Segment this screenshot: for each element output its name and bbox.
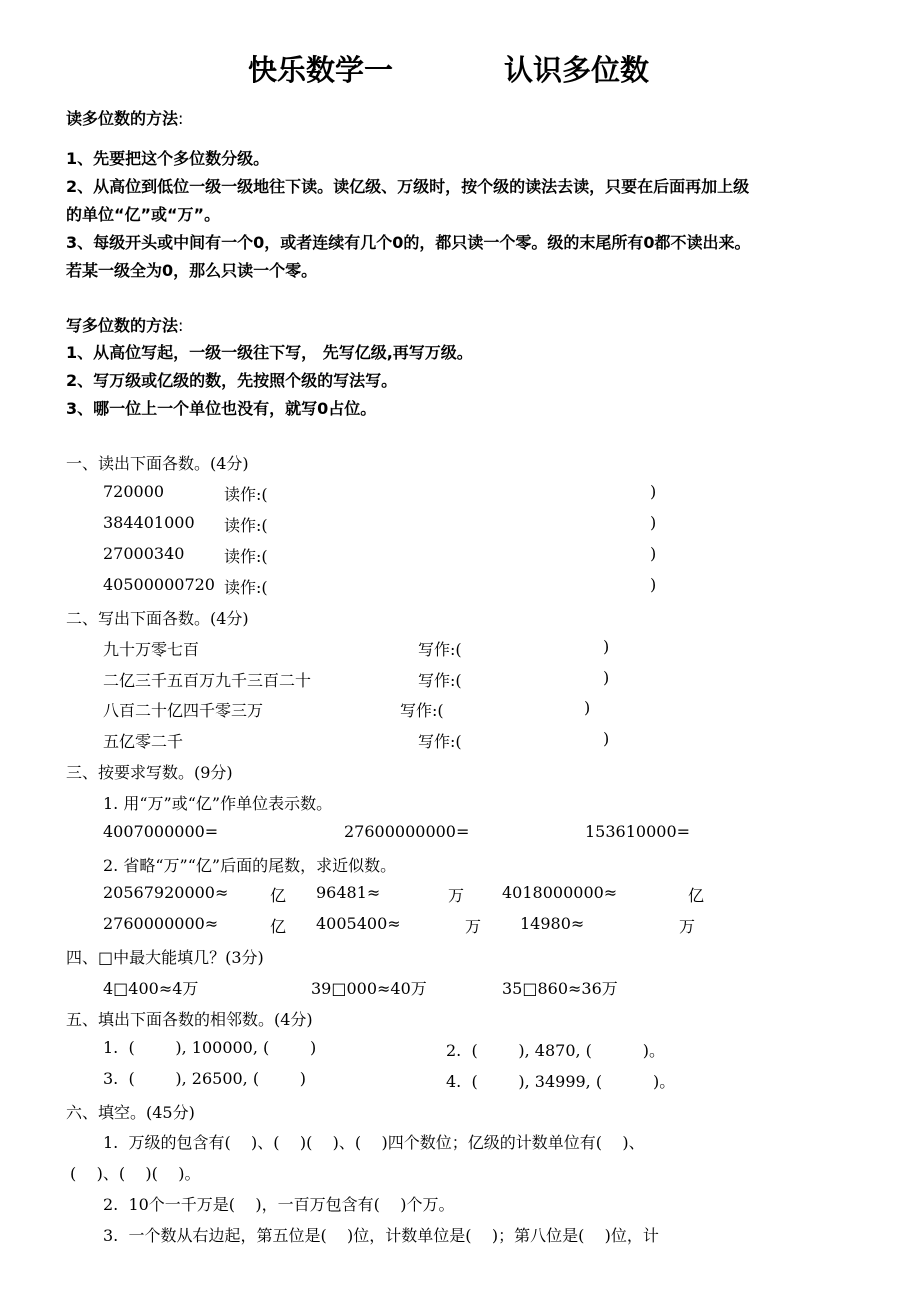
write-label: 写作:( [418,732,462,751]
fill-box-item: 4□400≈4万 [103,979,199,998]
title-part1: 快乐数学一 [248,53,394,87]
approx-unit: 亿 [688,886,705,905]
approx-unit: 亿 [270,886,287,905]
words-item: 八百二十亿四千零三万 [103,701,264,720]
reading-rule: 若某一级全为0，那么只读一个零。 [66,261,318,280]
page-subtitle [504,48,649,89]
approx-item: 2760000000≈ [103,914,219,933]
fill-blank-line: ( )、( )( )。 [70,1164,201,1183]
words-item: 九十万零七百 [103,640,200,659]
neighbor-item: 3. ( ), 26500, ( ) [103,1069,307,1088]
read-label: 读作:( [224,516,268,535]
title-part2: 认识多位数 [504,53,650,87]
neighbor-item: 4. ( ), 34999, ( )。 [446,1072,676,1091]
read-label: 读作:( [224,485,268,504]
section1-heading: 一、读出下面各数。(4分) [66,454,249,473]
writing-heading-text: 写多位数的方法 [66,316,179,335]
writing-heading-colon: : [178,316,184,335]
approx-item: 14980≈ [520,914,585,933]
unit-item: 27600000000= [344,822,470,841]
reading-rule: 3、每级开头或中间有一个0，或者连续有几个0的，都只读一个零。级的末尾所有0都不读出来。 [66,233,751,252]
fill-box-item: 35□860≈36万 [502,979,618,998]
answer-close-paren: ) [603,729,610,748]
neighbor-item: 1. ( ), 100000, ( ) [103,1038,317,1057]
section4-heading: 四、□中最大能填几？(3分) [66,948,264,967]
section3-sub1: 1. 用“万”或“亿”作单位表示数。 [103,794,333,813]
answer-close-paren: ) [650,482,657,501]
approx-item: 96481≈ [316,883,381,902]
answer-close-paren: ) [650,544,657,563]
writing-rule: 2、写万级或亿级的数，先按照个级的写法写。 [66,371,398,390]
section6-heading: 六、填空。(45分) [66,1103,195,1122]
write-label: 写作:( [400,701,444,720]
answer-close-paren: ) [650,575,657,594]
answer-close-paren: ) [603,668,610,687]
writing-rule: 1、从高位写起，一级一级往下写， 先写亿级,再写万级。 [66,343,473,362]
write-label: 写作:( [418,640,462,659]
writing-rule: 3、哪一位上一个单位也没有，就写0占位。 [66,399,377,418]
approx-unit: 万 [448,886,465,905]
fill-blank-line: 3. 一个数从右边起，第五位是( )位，计数单位是( )；第八位是( )位，计 [103,1226,659,1245]
answer-close-paren: ) [650,513,657,532]
section5-heading: 五、填出下面各数的相邻数。(4分) [66,1010,313,1029]
write-label: 写作:( [418,671,462,690]
read-label: 读作:( [224,547,268,566]
unit-item: 153610000= [585,822,691,841]
fill-blank-line: 2. 10个一千万是( )，一百万包含有( )个万。 [103,1195,455,1214]
neighbor-item: 2. ( ), 4870, ( )。 [446,1041,666,1060]
number-item: 40500000720 [103,575,215,594]
section3-heading: 三、按要求写数。(9分) [66,763,233,782]
reading-method-heading [66,106,183,129]
approx-unit: 万 [679,917,696,936]
fill-blank-line: 1. 万级的包含有( )、( )( )、( )四个数位；亿级的计数单位有( )、 [103,1133,645,1152]
number-item: 27000340 [103,544,185,563]
reading-heading-text: 读多位数的方法 [66,109,179,128]
answer-close-paren: ) [603,637,610,656]
answer-close-paren: ) [584,698,591,717]
page-title [248,48,393,89]
reading-rule: 2、从高位到低位一级一级地往下读。读亿级、万级时，按个级的读法去读，只要在后面再加上级 [66,177,750,196]
approx-item: 4018000000≈ [502,883,618,902]
approx-unit: 亿 [270,917,287,936]
number-item: 720000 [103,482,165,501]
approx-item: 4005400≈ [316,914,401,933]
fill-box-item: 39□000≈40万 [311,979,427,998]
approx-unit: 万 [465,917,482,936]
section3-sub2: 2. 省略“万”“亿”后面的尾数，求近似数。 [103,856,397,875]
read-label: 读作:( [224,578,268,597]
number-item: 384401000 [103,513,195,532]
reading-rule: 的单位“亿”或“万”。 [66,205,221,224]
writing-method-heading [66,313,183,336]
section2-heading: 二、写出下面各数。(4分) [66,609,249,628]
words-item: 二亿三千五百万九千三百二十 [103,671,312,690]
approx-item: 20567920000≈ [103,883,229,902]
words-item: 五亿零二千 [103,732,184,751]
unit-item: 4007000000= [103,822,219,841]
reading-heading-colon: : [178,109,184,128]
reading-rule: 1、先要把这个多位数分级。 [66,149,270,168]
